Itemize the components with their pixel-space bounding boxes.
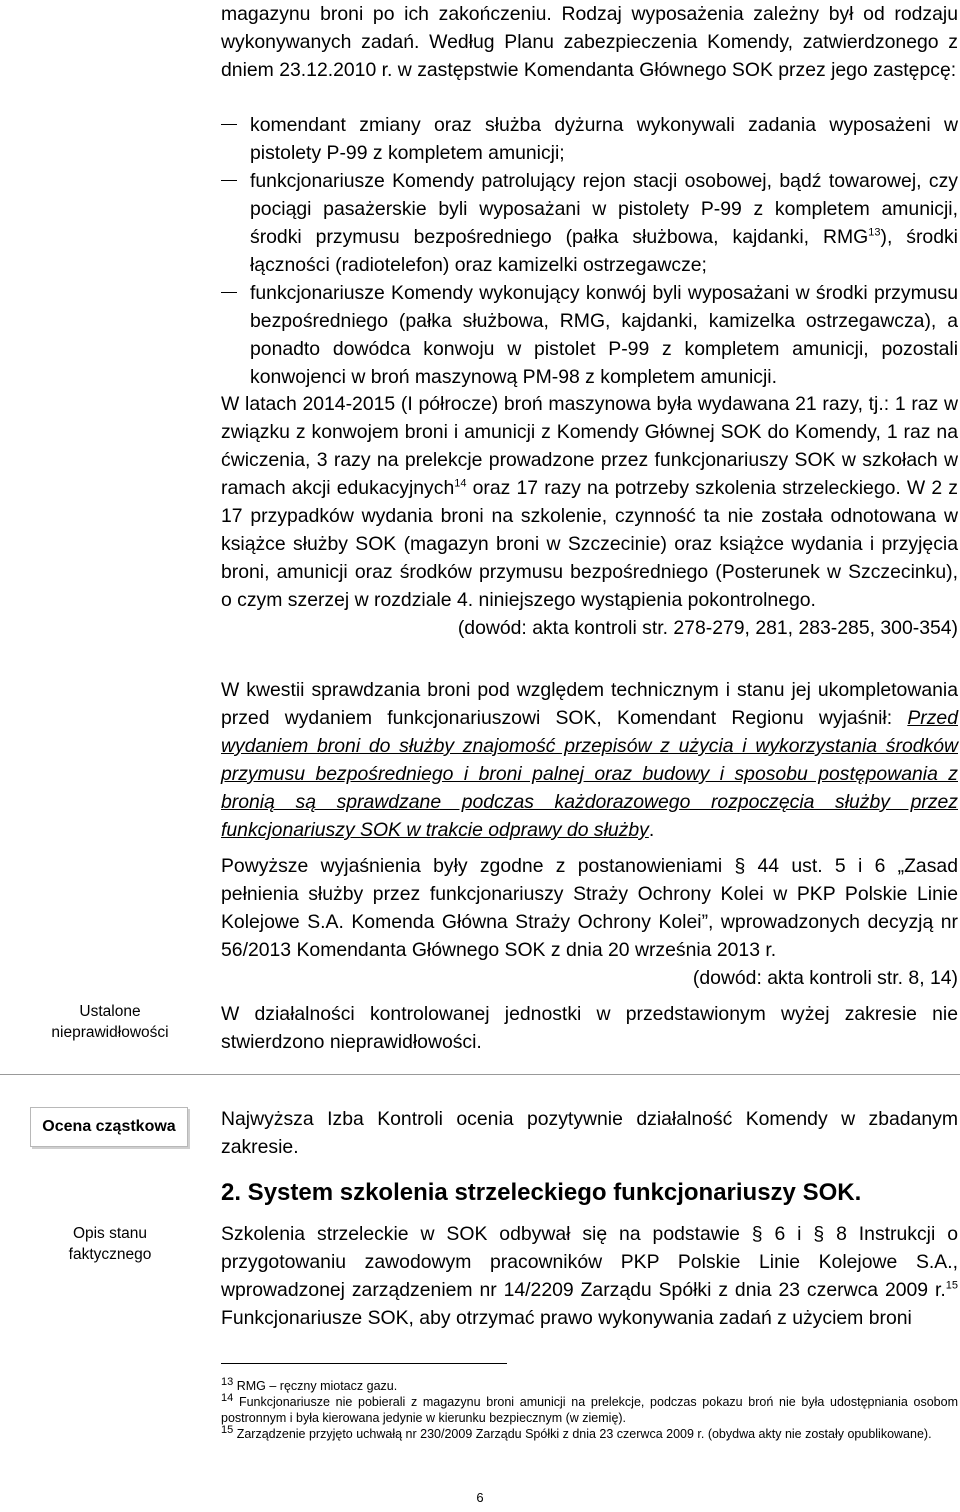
- list-item: funkcjonariusze Komendy wykonujący konwój byli wyposażani w środki przymusu bezpośredniego (pałka służbowa, RMG, kajdanki, kamizelka ostrzegawcza), a ponadto dowódca konwoju w pistolet P-99 z kompletem amunicji, pozostali konwojenci w broń maszynową PM-98 z kompletem amunicji.: [221, 279, 958, 391]
- footnote: 13 RMG – ręczny miotacz gazu.: [221, 1375, 398, 1393]
- side-label-facts: Opis stanu faktycznego: [68, 1225, 152, 1263]
- weapons-issue-paragraph: W latach 2014-2015 (I półrocze) broń maszynowa była wydawana 21 razy, tj.: 1 raz w związku z konwojem broni i amunicji z Komendy Głównej SOK do Komendy, 1 raz na ćwiczenia, 3 razy na prelekcje prowadzone przez funkcjonariuszy SOK w szkołach w ramach akcji edukacyjnych$^{14}$ oraz 17 razy na potrzeby szkolenia strzeleckiego. W 2 z 17 przypadków wydania broni na szkolenie, czynność ta nie została odnotowana w książce służby SOK (magazyn broni w Szczecinie) oraz książce wydania i przyjęcia broni, amunicji oraz środków przymusu bezpośredniego (Posterunek w Szczecinku), o czym szerzej w rozdziale 4. niniejszego wystąpienia pokontrolnego. (dowód: akta kontroli str. 278-279, 281, 283-285, 300-354): [221, 390, 958, 642]
- evidence-reference: (dowód: akta kontroli str. 278-279, 281, 283-285, 300-354): [457, 617, 958, 639]
- footnote: 15 Zarządzenie przyjęto uchwałą nr 230/2009 Zarządu Spółki z dnia 23 czerwca 2009 r. (obydwa akty nie zostały opublikowane).: [221, 1423, 932, 1441]
- irregularities-paragraph: W działalności kontrolowanej jednostki w przedstawionym wyżej zakresie nie stwierdzono nieprawidłowości.: [221, 1003, 958, 1053]
- intro-paragraph: [221, 0, 958, 84]
- explanation-paragraph: W kwestii sprawdzania broni pod względem technicznym i stanu jej ukompletowania przed wydaniem funkcjonariuszowi SOK, Komendant Regionu wyjaśnił: Przed wydaniem broni do służby znajomość przepisów z użycia i wykorzystania środków przymusu bezpośredniego i broni palnej oraz budowy i sposobu postępowania z bronią są sprawdzane podczas każdorazowego rozpoczęcia służby przez funkcjonariuszy SOK w trakcie odprawy do służby.: [221, 679, 958, 841]
- evidence-reference: (dowód: akta kontroli str. 8, 14): [692, 967, 958, 989]
- section-divider: [0, 1074, 960, 1075]
- intro-text: magazynu broni po ich zakończeniu. Rodzaj wyposażenia zależny był od rodzaju wykonywanych zadań. Według Planu zabezpieczenia Komendy, zatwierdzonego z dniem 23.12.2010 r. w zastępstwie Komendanta Głównego SOK przez jego zastępcę:: [221, 3, 958, 81]
- footnote-ref: 13: [868, 226, 881, 239]
- footnotes: [221, 1375, 958, 1442]
- assessment-paragraph: Najwyższa Izba Kontroli ocenia pozytywnie działalność Komendy w zbadanym zakresie.: [221, 1108, 958, 1158]
- equipment-list: [221, 111, 958, 391]
- footnote-ref: 14: [454, 477, 467, 490]
- quoted-explanation: Przed wydaniem broni do służby znajomość przepisów z użycia i wykorzystania środków przymusu bezpośredniego i broni palnej oraz budowy i sposobu postępowania z bronią są sprawdzane podczas każdorazowego rozpoczęcia służby przez funkcjonariuszy SOK w trakcie odprawy do służby: [221, 707, 958, 841]
- list-item: komendant zmiany oraz służba dyżurna wykonywali zadania wyposażeni w pistolety P-99 z kompletem amunicji;: [221, 111, 958, 167]
- section-heading: 2. System szkolenia strzeleckiego funkcjonariuszy SOK.: [221, 1179, 862, 1206]
- footnote-separator: [221, 1363, 507, 1364]
- footnote-ref: 15: [945, 1279, 958, 1292]
- page-number: 6: [476, 1490, 484, 1505]
- footnote: 14 Funkcjonariusze nie pobierali z magazynu broni amunicji na prelekcje, podczas pokazu broń nie była udostępniania osobom postronnym i była kierowana jedynie w kierunku bezpiecznym (w ziemię).: [221, 1391, 958, 1425]
- compliance-paragraph: Powyższe wyjaśnienia były zgodne z postanowieniami § 44 ust. 5 i 6 „Zasad pełnienia służby przez funkcjonariuszy Straży Ochrony Kolei w PKP Polskie Linie Kolejowe S.A. Komenda Główna Straży Ochrony Kolei”, wprowadzonych decyzją nr 56/2013 Komendanta Głównego SOK z dnia 20 września 2013 r. (dowód: akta kontroli str. 8, 14): [221, 852, 958, 992]
- list-item: funkcjonariusze Komendy patrolujący rejon stacji osobowej, bądź towarowej, czy pociągi pasażerskie byli wyposażani w pistolety P-99 z kompletem amunicji, środki przymusu bezpośredniego (pałka służbowa, kajdanki, RMG$^{13}$), środki łączności (radiotelefon) oraz kamizelki ostrzegawcze;: [221, 167, 958, 279]
- training-paragraph: Szkolenia strzeleckie w SOK odbywał się na podstawie § 6 i § 8 Instrukcji o przygotowaniu zawodowym pracowników PKP Polskie Linie Kolejowe S.A., wprowadzonej zarządzeniem nr 14/2209 Zarządu Spółki z dnia 23 czerwca 2009 r.$^{15}$ Funkcjonariusze SOK, aby otrzymać prawo wykonywania zadań z użyciem broni: [221, 1223, 958, 1329]
- partial-assessment-label: Ocena cząstkowa: [30, 1107, 188, 1147]
- side-label-irregularities: Ustalone nieprawidłowości: [51, 1003, 169, 1041]
